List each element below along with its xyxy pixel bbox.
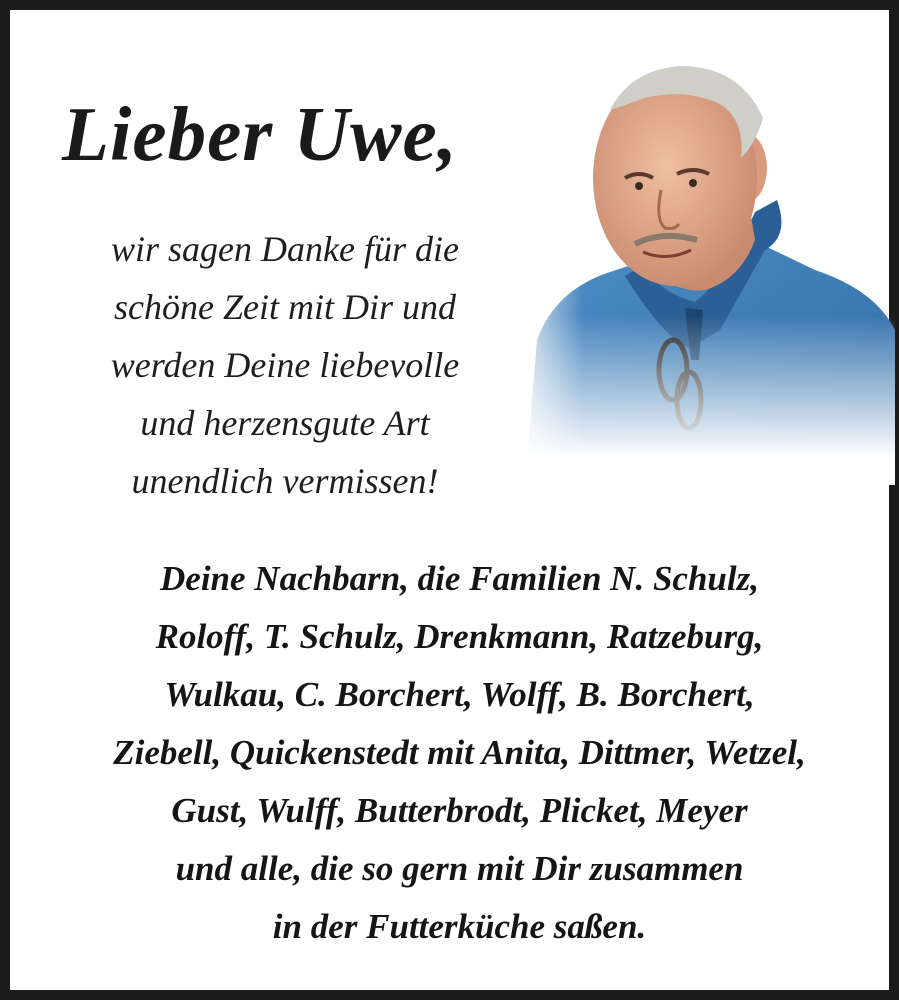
portrait-illustration xyxy=(515,40,895,485)
notice-heading: Lieber Uwe, xyxy=(62,91,458,177)
message-line: werden Deine liebevolle xyxy=(110,345,460,385)
signature-line: Wulkau, C. Borchert, Wolff, B. Borchert, xyxy=(164,675,755,714)
message-line: wir sagen Danke für die xyxy=(111,229,459,269)
message-line: und herzensgute Art xyxy=(140,403,430,443)
portrait-photo xyxy=(515,40,895,485)
message-text xyxy=(50,220,520,510)
signature-text xyxy=(20,550,899,956)
signature-line: in der Futterküche saßen. xyxy=(272,907,647,946)
signature-line: Ziebell, Quickenstedt mit Anita, Dittmer, Wetzel, xyxy=(113,733,806,772)
signature-line: Gust, Wulff, Butterbrodt, Plicket, Meyer xyxy=(171,791,748,830)
signature-line: Roloff, T. Schulz, Drenkmann, Ratzeburg, xyxy=(155,617,764,656)
signature-line: und alle, die so gern mit Dir zusammen xyxy=(175,849,744,888)
message-line: unendlich vermissen! xyxy=(131,461,439,501)
signature-line: Deine Nachbarn, die Familien N. Schulz, xyxy=(160,559,759,598)
message-line: schöne Zeit mit Dir und xyxy=(114,287,456,327)
